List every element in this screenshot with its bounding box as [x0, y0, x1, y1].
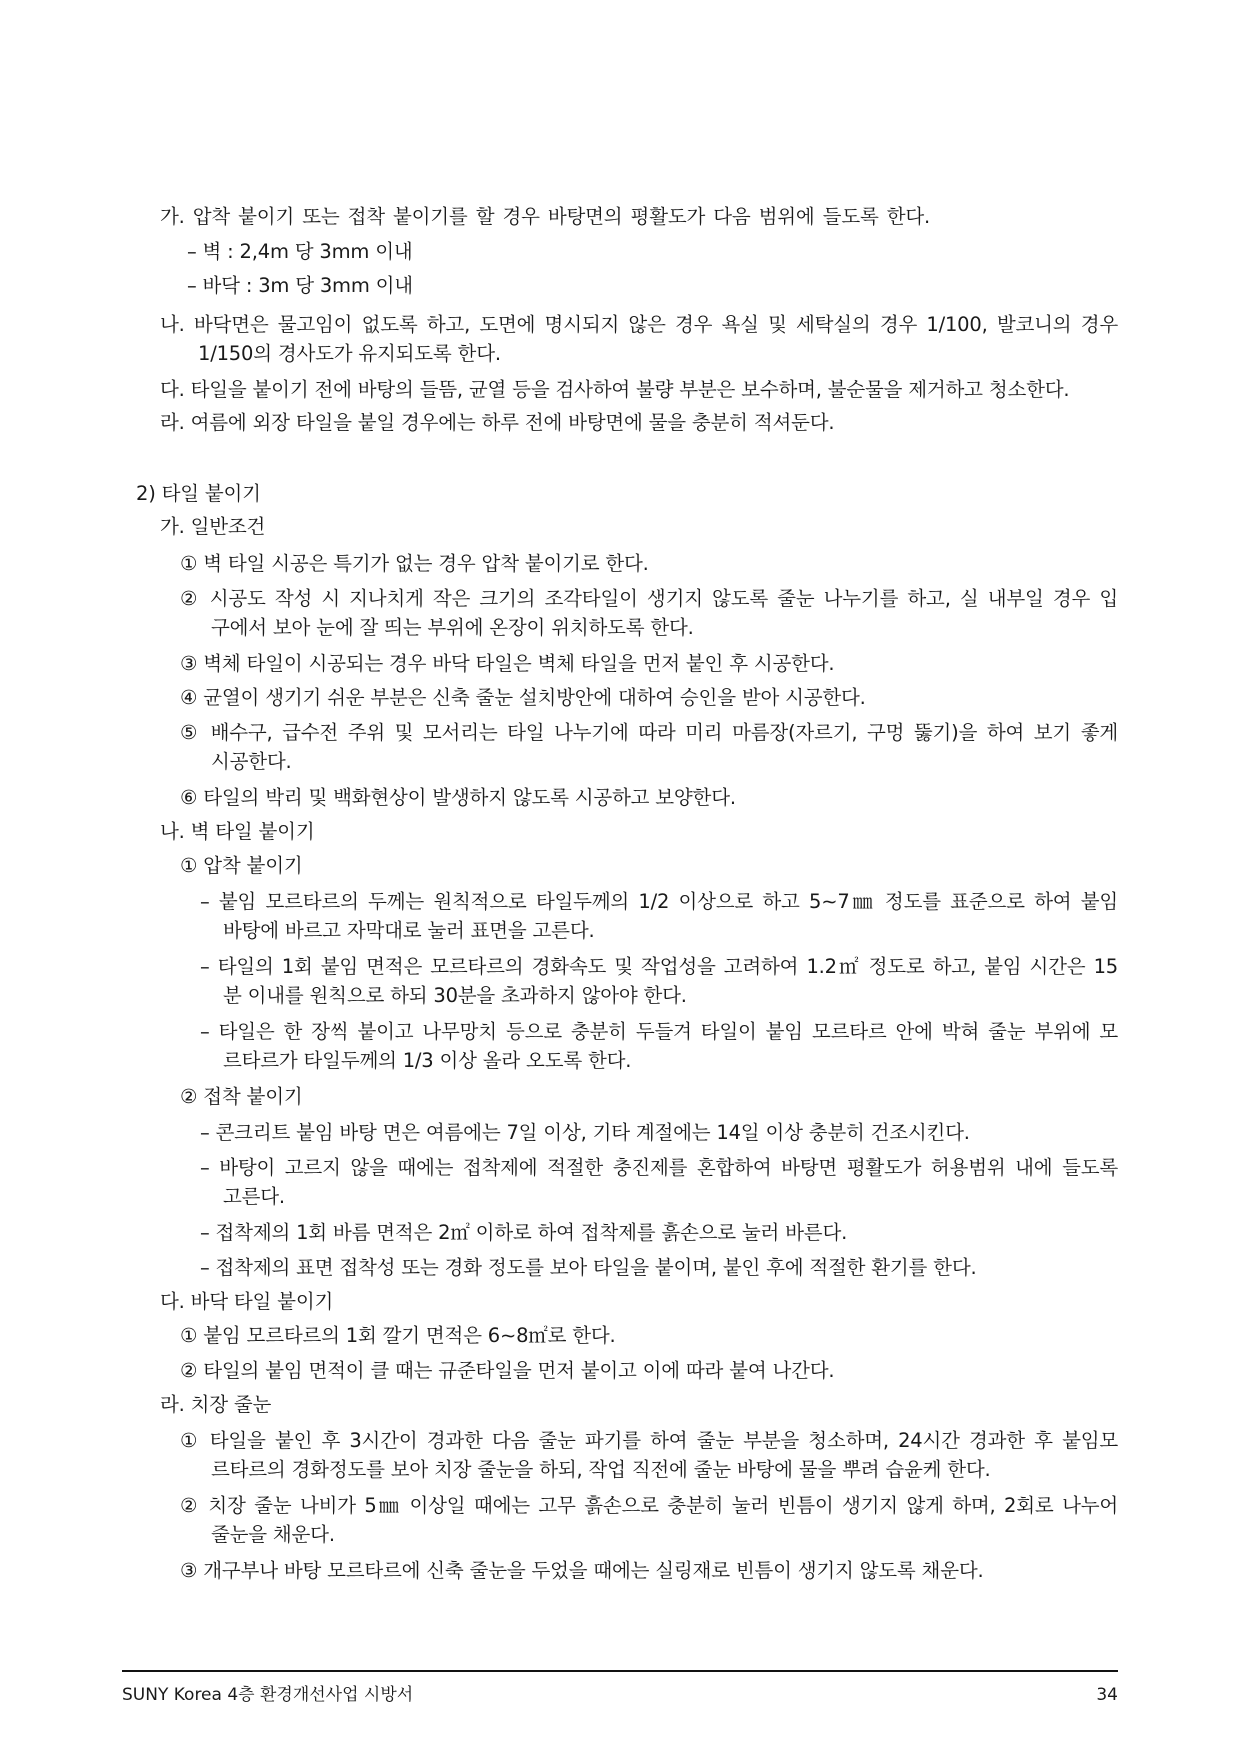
- floor-tile-heading: 다. 바닥 타일 붙이기: [160, 1290, 334, 1313]
- substrate-inspection: 다. 타일을 붙이기 전에 바탕의 들뜸, 균열 등을 검사하여 불량 부분은 보수하며, 불순물을 제거하고 청소한다.: [160, 378, 1070, 401]
- summer-wetting: 라. 여름에 외장 타일을 붙일 경우에는 하루 전에 바탕면에 물을 충분히 적셔둔다.: [160, 411, 835, 434]
- adhesive-item-4: – 접착제의 표면 접착성 또는 경화 정도를 보아 타일을 붙이며, 붙인 후에 적절한 환기를 한다.: [200, 1256, 977, 1279]
- press-item-2: – 타일의 1회 붙임 면적은 모르타르의 경화속도 및 작업성을 고려하여 1.2㎡ 정도로 하고, 붙임 시간은 15: [200, 955, 1118, 978]
- joint-item-2: ② 치장 줄눈 나비가 5㎜ 이상일 때에는 고무 흙손으로 충분히 눌러 빈틈이 생기지 않게 하며, 2회로 나누어: [180, 1494, 1118, 1517]
- section-title: 2) 타일 붙이기: [136, 482, 261, 505]
- floor-slope-line-1: 나. 바닥면은 물고임이 없도록 하고, 도면에 명시되지 않은 경우 욕실 및 세탁실의 경우 1/100, 발코니의 경우: [160, 313, 1118, 336]
- press-heading: ① 압착 붙이기: [180, 854, 303, 877]
- adhesive-item-2: – 바탕이 고르지 않을 때에는 접착제에 적절한 충진제를 혼합하여 바탕면 평활도가 허용범위 내에 들도록: [200, 1156, 1118, 1179]
- press-item-3: – 타일은 한 장씩 붙이고 나무망치 등으로 충분히 두들겨 타일이 붙임 모르타르 안에 박혀 줄눈 부위에 모: [200, 1020, 1118, 1043]
- adhesive-item-2-cont: 고른다.: [223, 1185, 285, 1208]
- general-heading: 가. 일반조건: [160, 515, 266, 538]
- floor-item-1: ① 붙임 모르타르의 1회 깔기 면적은 6∼8㎡로 한다.: [180, 1324, 616, 1347]
- footer-divider: [122, 1670, 1118, 1672]
- press-item-3-cont: 르타르가 타일두께의 1/3 이상 올라 오도록 한다.: [223, 1049, 632, 1072]
- press-item-1-cont: 바탕에 바르고 자막대로 눌러 표면을 고른다.: [223, 919, 595, 942]
- footer-document-title: SUNY Korea 4층 환경개선사업 시방서: [122, 1685, 414, 1705]
- wall-tile-heading: 나. 벽 타일 붙이기: [160, 820, 315, 843]
- joint-item-3: ③ 개구부나 바탕 모르타르에 신축 줄눈을 두었을 때에는 실링재로 빈틈이 생기지 않도록 채운다.: [180, 1559, 984, 1582]
- floor-slope-line-2: 1/150의 경사도가 유지되도록 한다.: [198, 342, 501, 365]
- general-item-5-cont: 시공한다.: [211, 750, 292, 773]
- press-item-2-cont: 분 이내를 원칙으로 하되 30분을 초과하지 않아야 한다.: [223, 984, 687, 1007]
- flatness-floor: – 바닥 : 3m 당 3mm 이내: [187, 274, 413, 297]
- flatness-wall: – 벽 : 2,4m 당 3mm 이내: [187, 240, 413, 263]
- general-item-6: ⑥ 타일의 박리 및 백화현상이 발생하지 않도록 시공하고 보양한다.: [180, 786, 736, 809]
- general-item-3: ③ 벽체 타일이 시공되는 경우 바닥 타일은 벽체 타일을 먼저 붙인 후 시공한다.: [180, 652, 835, 675]
- joint-item-1: ① 타일을 붙인 후 3시간이 경과한 다음 줄눈 파기를 하여 줄눈 부분을 청소하며, 24시간 경과한 후 붙임모: [180, 1429, 1118, 1452]
- joint-item-1-cont: 르타르의 경화정도를 보아 치장 줄눈을 하되, 작업 직전에 줄눈 바탕에 물을 뿌려 습윤케 한다.: [211, 1458, 991, 1481]
- adhesive-item-1: – 콘크리트 붙임 바탕 면은 여름에는 7일 이상, 기타 계절에는 14일 이상 충분히 건조시킨다.: [200, 1121, 970, 1144]
- general-item-5: ⑤ 배수구, 급수전 주위 및 모서리는 타일 나누기에 따라 미리 마름장(자르기, 구멍 뚫기)을 하여 보기 좋게: [180, 721, 1118, 744]
- press-item-1: – 붙임 모르타르의 두께는 원칙적으로 타일두께의 1/2 이상으로 하고 5∼7㎜ 정도를 표준으로 하여 붙임: [200, 890, 1118, 913]
- adhesive-heading: ② 접착 붙이기: [180, 1085, 303, 1108]
- joint-heading: 라. 치장 줄눈: [160, 1393, 272, 1416]
- flatness-heading: 가. 압착 붙이기 또는 접착 붙이기를 할 경우 바탕면의 평활도가 다음 범위에 들도록 한다.: [160, 205, 930, 228]
- adhesive-item-3: – 접착제의 1회 바름 면적은 2㎡ 이하로 하여 접착제를 흙손으로 눌러 바른다.: [200, 1221, 848, 1244]
- floor-item-2: ② 타일의 붙임 면적이 클 때는 규준타일을 먼저 붙이고 이에 따라 붙여 나간다.: [180, 1359, 835, 1382]
- general-item-4: ④ 균열이 생기기 쉬운 부분은 신축 줄눈 설치방안에 대하여 승인을 받아 시공한다.: [180, 686, 866, 709]
- joint-item-2-cont: 줄눈을 채운다.: [211, 1523, 335, 1546]
- general-item-2-cont: 구에서 보아 눈에 잘 띄는 부위에 온장이 위치하도록 한다.: [211, 616, 694, 639]
- general-item-2: ② 시공도 작성 시 지나치게 작은 크기의 조각타일이 생기지 않도록 줄눈 나누기를 하고, 실 내부일 경우 입: [180, 587, 1118, 610]
- page-number: 34: [1096, 1685, 1118, 1705]
- general-item-1: ① 벽 타일 시공은 특기가 없는 경우 압착 붙이기로 한다.: [180, 552, 649, 575]
